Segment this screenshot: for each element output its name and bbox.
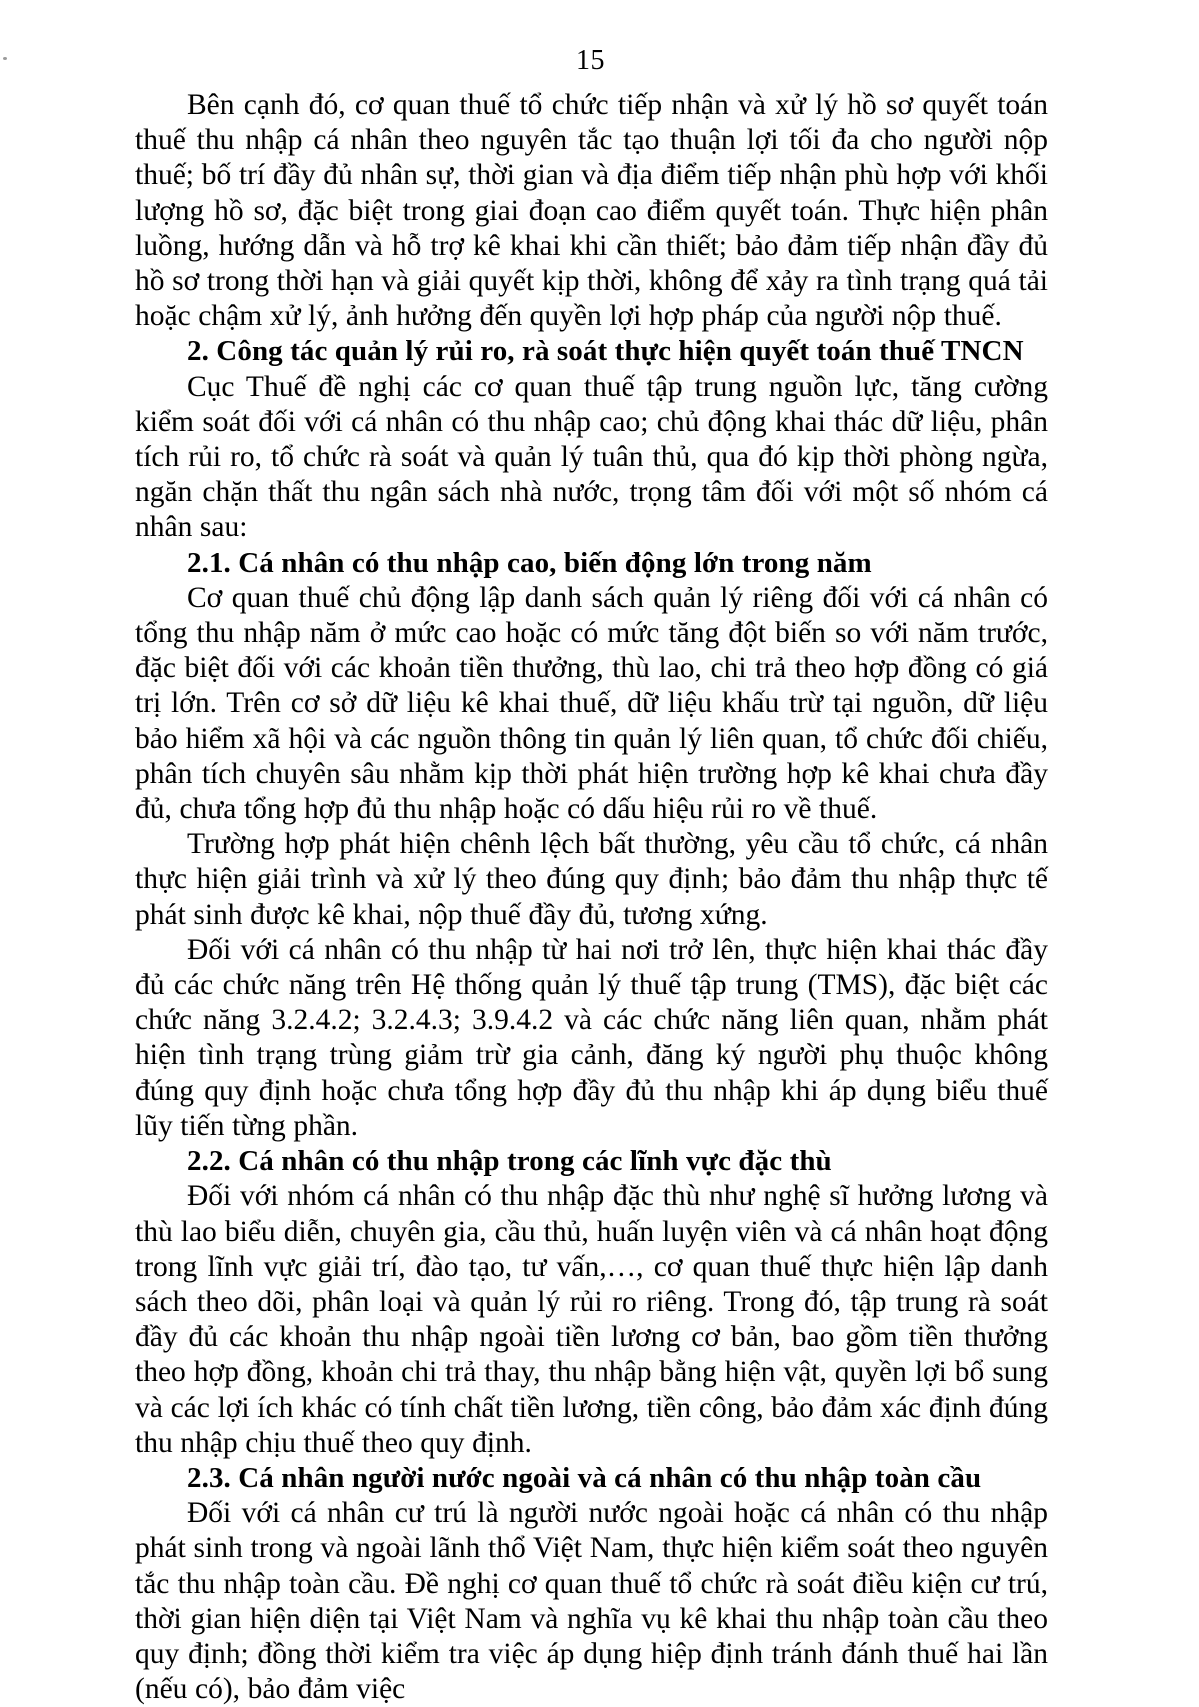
heading-2-2-linh-vuc-dac-thu: 2.2. Cá nhân có thu nhập trong các lĩnh vực đặc thù	[187, 1145, 832, 1178]
para-thu-nhap-hai-noi-tms: Đối với cá nhân có thu nhập từ hai nơi trở lên, thực hiện khai thác đầy đủ các chức năng trên Hệ thống quản lý thuế tập trung (TMS), đặc biệt các chức năng 3.2.4.2; 3.2.4.3; 3.9.4.2 và các chức năng liên quan, nhằm phát hiện tình trạng trùng giảm trừ gia cảnh, đăng ký người phụ thuộc không đúng quy định hoặc chưa tổng hợp đầy đủ thu nhập khi áp dụng biểu thuế lũy tiến từng phần.	[135, 933, 1048, 1142]
document-body	[135, 88, 1048, 1707]
para-cu-tru-thu-nhap-toan-cau: Đối với cá nhân cư trú là người nước ngoài hoặc cá nhân có thu nhập phát sinh trong và ngoài lãnh thổ Việt Nam, thực hiện kiểm soát theo nguyên tắc thu nhập toàn cầu. Đề nghị cơ quan thuế tổ chức rà soát điều kiện cư trú, thời gian hiện diện tại Việt Nam và nghĩa vụ kê khai thu nhập toàn cầu theo quy định; đồng thời kiểm tra việc áp dụng hiệp định tránh đánh thuế hai lần (nếu có), bảo đảm việc	[135, 1497, 1048, 1706]
heading-2-1-thu-nhap-cao: 2.1. Cá nhân có thu nhập cao, biến động lớn trong năm	[187, 546, 872, 579]
para-nhom-dac-thu: Đối với nhóm cá nhân có thu nhập đặc thù như nghệ sĩ hưởng lương và thù lao biểu diễn, chuyên gia, cầu thủ, huấn luyện viên và cá nhân hoạt động trong lĩnh vực giải trí, đào tạo, tư vấn,…, cơ quan thuế thực hiện lập danh sách theo dõi, phân loại và quản lý rủi ro riêng. Trong đó, tập trung rà soát đầy đủ các khoản thu nhập ngoài tiền lương cơ bản, bao gồm tiền thưởng theo hợp đồng, khoản chi trả thay, thu nhập bằng hiện vật, quyền lợi bổ sung và các lợi ích khác có tính chất tiền lương, tiền công, bảo đảm xác định đúng thu nhập chịu thuế theo quy định.	[135, 1180, 1048, 1459]
heading-2-quan-ly-rui-ro: 2. Công tác quản lý rủi ro, rà soát thực hiện quyết toán thuế TNCN	[187, 335, 1024, 368]
heading-2-3-nguoi-nuoc-ngoai: 2.3. Cá nhân người nước ngoài và cá nhân có thu nhập toàn cầu	[187, 1461, 982, 1494]
para-intro-tiep-nhan-xu-ly: Bên cạnh đó, cơ quan thuế tổ chức tiếp nhận và xử lý hồ sơ quyết toán thuế thu nhập cá nhân theo nguyên tắc tạo thuận lợi tối đa cho người nộp thuế; bố trí đầy đủ nhân sự, thời gian và địa điểm tiếp nhận phù hợp với khối lượng hồ sơ, đặc biệt trong giai đoạn cao điểm quyết toán. Thực hiện phân luồng, hướng dẫn và hỗ trợ kê khai khi cần thiết; bảo đảm tiếp nhận đầy đủ hồ sơ trong thời hạn và giải quyết kịp thời, không để xảy ra tình trạng quá tải hoặc chậm xử lý, ảnh hưởng đến quyền lợi hợp pháp của người nộp thuế.	[135, 89, 1048, 333]
para-chenh-lech-bat-thuong: Trường hợp phát hiện chênh lệch bất thường, yêu cầu tổ chức, cá nhân thực hiện giải trình và xử lý theo đúng quy định; bảo đảm thu nhập thực tế phát sinh được kê khai, nộp thuế đầy đủ, tương xứng.	[135, 828, 1048, 931]
para-cuc-thue-de-nghi: Cục Thuế đề nghị các cơ quan thuế tập trung nguồn lực, tăng cường kiểm soát đối với cá nhân có thu nhập cao; chủ động khai thác dữ liệu, phân tích rủi ro, tổ chức rà soát và quản lý tuân thủ, qua đó kịp thời phòng ngừa, ngăn chặn thất thu ngân sách nhà nước, trọng tâm đối với một số nhóm cá nhân sau:	[135, 370, 1048, 544]
para-lap-danh-sach-quan-ly-rieng: Cơ quan thuế chủ động lập danh sách quản lý riêng đối với cá nhân có tổng thu nhập năm ở mức cao hoặc có mức tăng đột biến so với năm trước, đặc biệt đối với các khoản tiền thưởng, thù lao, chi trả theo hợp đồng có giá trị lớn. Trên cơ sở dữ liệu kê khai thuế, dữ liệu khấu trừ tại nguồn, dữ liệu bảo hiểm xã hội và các nguồn thông tin quản lý liên quan, tổ chức đối chiếu, phân tích chuyên sâu nhằm kịp thời phát hiện trường hợp kê khai chưa đầy đủ, chưa tổng hợp đủ thu nhập hoặc có dấu hiệu rủi ro về thuế.	[135, 581, 1048, 826]
page-number: 15	[576, 45, 605, 76]
